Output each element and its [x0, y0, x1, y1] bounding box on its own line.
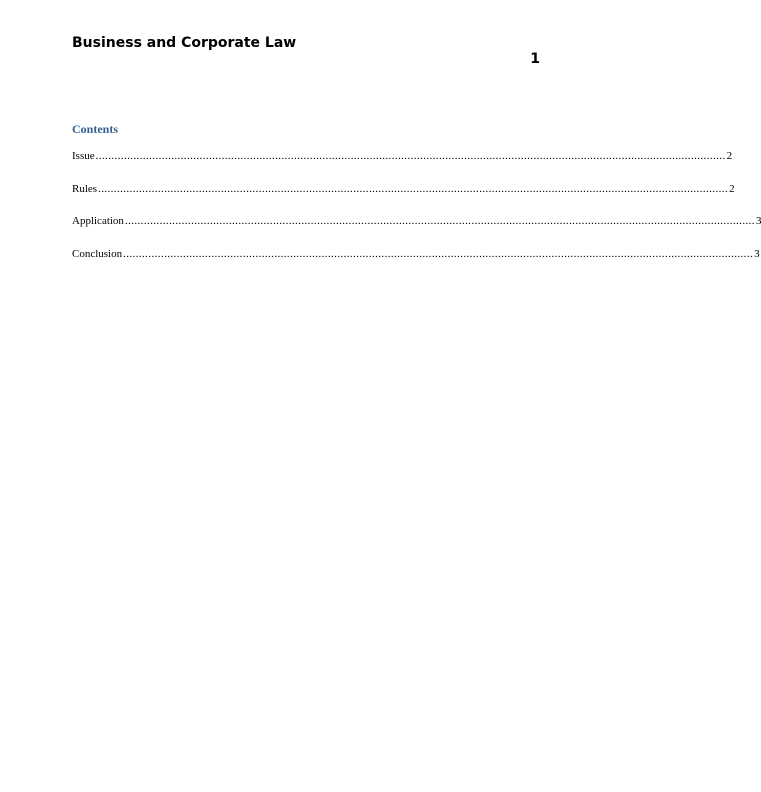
- toc-entry-rules[interactable]: [72, 182, 735, 199]
- dot-leader: ........................................................................................................................................................................................................: [124, 215, 755, 227]
- running-header-title: Business and Corporate Law: [72, 35, 297, 51]
- toc-entry-page: 3: [755, 215, 761, 227]
- dot-leader: ........................................................................................................................................................................................................: [98, 182, 729, 195]
- toc-entry-page: 3: [754, 247, 760, 260]
- toc-heading: Contents: [72, 122, 119, 136]
- toc-entry-page: 2: [729, 182, 735, 195]
- dot-leader: ........................................................................................................................................................................................................: [123, 247, 754, 260]
- toc-entry-label: Rules: [72, 182, 98, 195]
- toc-entry-label: Issue: [72, 150, 95, 162]
- toc-entry-page: 2: [726, 150, 733, 162]
- page-number: 1: [530, 51, 540, 67]
- toc-entry-label: Application: [72, 215, 124, 227]
- toc-entry-label: Conclusion: [72, 247, 123, 260]
- dot-leader: ........................................................................................................................................................................................................: [95, 150, 726, 162]
- toc-entry-conclusion[interactable]: [72, 247, 760, 264]
- toc-entry-issue[interactable]: [72, 150, 733, 166]
- table-of-contents: [72, 150, 761, 280]
- toc-entry-application[interactable]: [72, 215, 761, 231]
